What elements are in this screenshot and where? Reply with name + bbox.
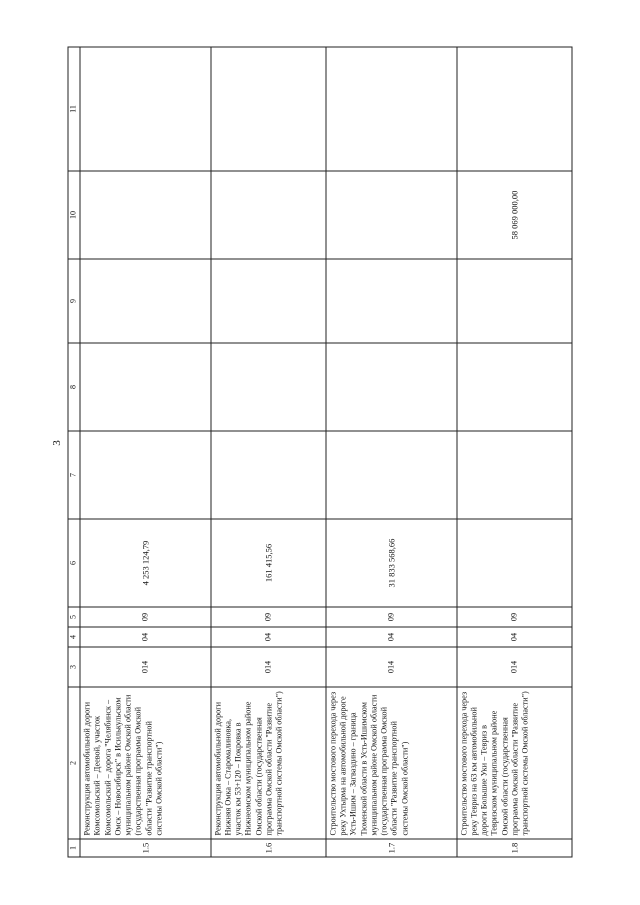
cell-col5: 09 bbox=[457, 607, 572, 627]
header-cell: 1 bbox=[68, 839, 80, 857]
cell-col5: 09 bbox=[211, 607, 326, 627]
rotated-table-wrapper bbox=[68, 48, 573, 858]
cell-col9 bbox=[211, 259, 326, 343]
cell-col7 bbox=[211, 431, 326, 519]
cell-col9 bbox=[457, 259, 572, 343]
cell-col4: 04 bbox=[211, 627, 326, 647]
table-row bbox=[326, 47, 457, 857]
cell-col5: 09 bbox=[80, 607, 211, 627]
row-description: Строительство мостового перехода через реку Тевриз на 63 км автомобильной дороги Большие Уки – Тевриз в Тевризском муниципальном районе Омской области (государственная программа Омской области "Развитие транспортной системы Омской области") bbox=[457, 687, 572, 839]
header-cell: 7 bbox=[68, 431, 80, 519]
cell-col8 bbox=[211, 343, 326, 431]
cell-col4: 04 bbox=[457, 627, 572, 647]
header-cell: 8 bbox=[68, 343, 80, 431]
cell-col4: 04 bbox=[326, 627, 457, 647]
budget-table bbox=[68, 47, 573, 858]
header-cell: 10 bbox=[68, 171, 80, 259]
row-index: 1.6 bbox=[211, 839, 326, 857]
cell-col3: 014 bbox=[457, 647, 572, 687]
row-index: 1.7 bbox=[326, 839, 457, 857]
table-row bbox=[80, 47, 211, 857]
cell-col8 bbox=[457, 343, 572, 431]
cell-col7 bbox=[80, 431, 211, 519]
page-number: 3 bbox=[50, 440, 63, 446]
cell-col8 bbox=[326, 343, 457, 431]
table-row bbox=[457, 47, 572, 857]
table-row bbox=[211, 47, 326, 857]
cell-col4: 04 bbox=[80, 627, 211, 647]
cell-col6 bbox=[457, 519, 572, 607]
cell-col11 bbox=[457, 47, 572, 171]
row-description: Строительство мостового перехода через реку Ухтырма на автомобильной дороге Усть-Ишим – Загваздино – граница Тюменской области в Усть-Ишимском муниципальном районе Омской области (государственная программа Омской области "Развитие транспортной системы Омской области") bbox=[326, 687, 457, 839]
cell-col8 bbox=[80, 343, 211, 431]
cell-col3: 014 bbox=[80, 647, 211, 687]
header-cell: 5 bbox=[68, 607, 80, 627]
row-index: 1.8 bbox=[457, 839, 572, 857]
header-cell: 2 bbox=[68, 687, 80, 839]
cell-col6: 4 253 124,79 bbox=[80, 519, 211, 607]
cell-col6: 31 833 568,66 bbox=[326, 519, 457, 607]
cell-col10 bbox=[211, 171, 326, 259]
header-cell: 3 bbox=[68, 647, 80, 687]
header-row bbox=[68, 47, 80, 857]
cell-col7 bbox=[326, 431, 457, 519]
header-cell: 6 bbox=[68, 519, 80, 607]
row-index: 1.5 bbox=[80, 839, 211, 857]
row-description: Реконструкция автомобильной дороги Комсомольский – Деевой, участок Комсомольский – дорога "Челябинск – Омск – Новосибирск" в Исилькульском муниципальном районе Омской области (государственная программа Омской области "Развитие транспортной системы Омской области") bbox=[80, 687, 211, 839]
cell-col10 bbox=[326, 171, 457, 259]
header-cell: 4 bbox=[68, 627, 80, 647]
cell-col6: 161 415,56 bbox=[211, 519, 326, 607]
cell-col3: 014 bbox=[326, 647, 457, 687]
cell-col11 bbox=[326, 47, 457, 171]
cell-col9 bbox=[326, 259, 457, 343]
cell-col5: 09 bbox=[326, 607, 457, 627]
cell-col3: 014 bbox=[211, 647, 326, 687]
header-cell: 11 bbox=[68, 47, 80, 171]
row-description: Реконструкция автомобильной дороги Нижняя Омка – Старомалиновка, участок км 53+120 – Покровка в Нижнеомском муниципальном районе Омской области (государственная программа Омской области "Развитие транспортной системы Омской области") bbox=[211, 687, 326, 839]
cell-col10: 58 069 000,00 bbox=[457, 171, 572, 259]
header-cell: 9 bbox=[68, 259, 80, 343]
cell-col11 bbox=[211, 47, 326, 171]
cell-col7 bbox=[457, 431, 572, 519]
cell-col10 bbox=[80, 171, 211, 259]
cell-col11 bbox=[80, 47, 211, 171]
cell-col9 bbox=[80, 259, 211, 343]
